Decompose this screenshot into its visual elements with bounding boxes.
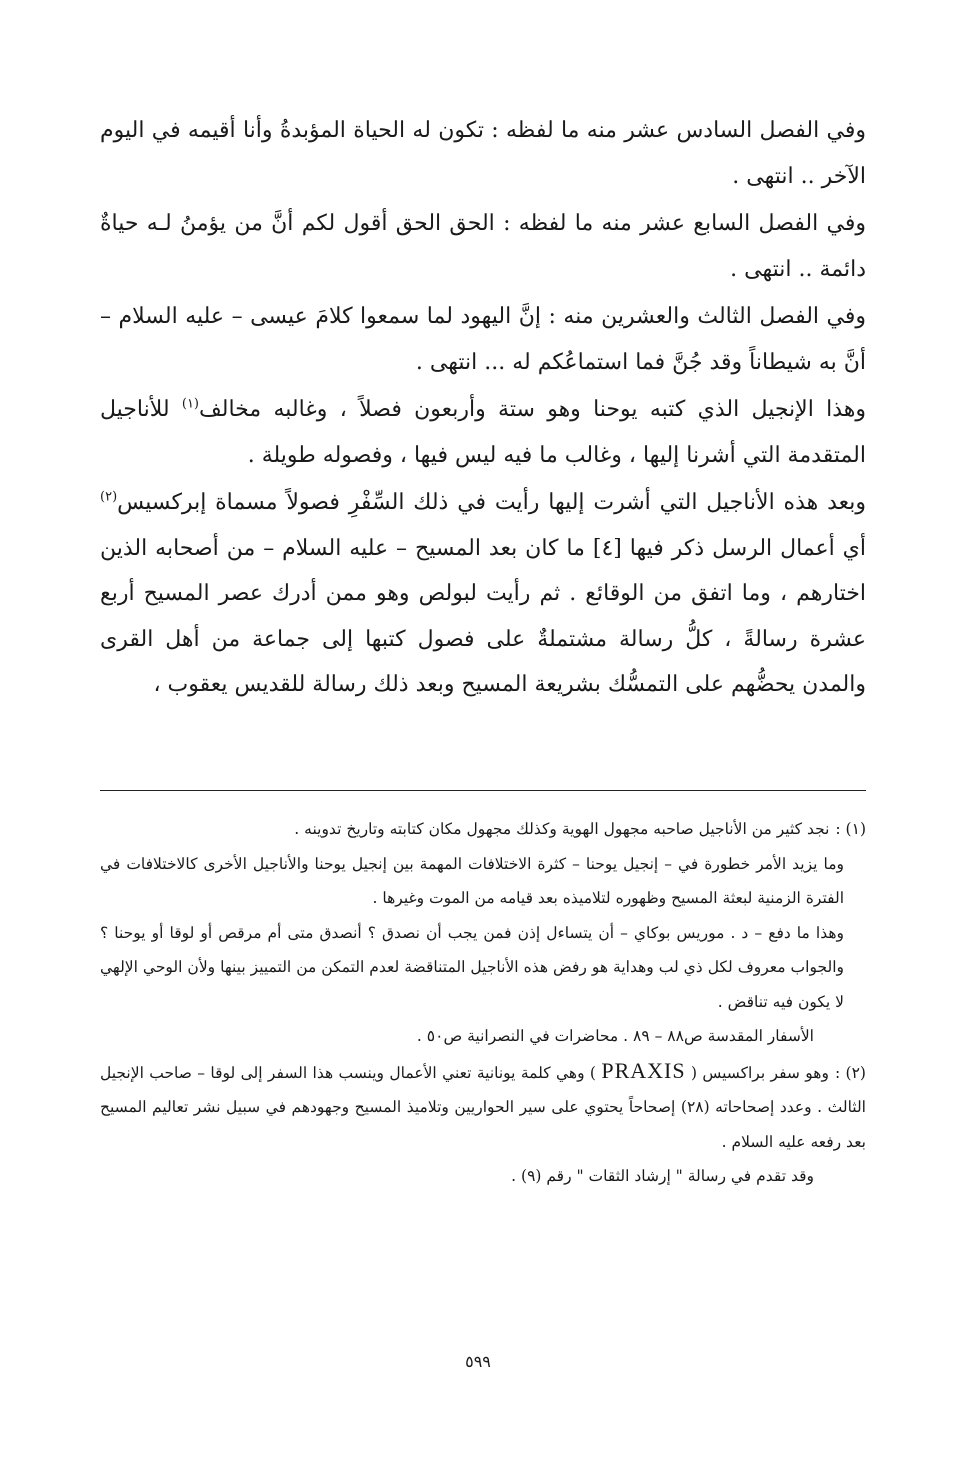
footnotes: [100, 812, 866, 1194]
main-text: [100, 108, 866, 708]
footnote-2-source: وقد تقدم في رسالة " إرشاد الثقات " رقم (٩) .: [511, 1167, 814, 1185]
footnote-1-text: نجد كثير من الأناجيل صاحبه مجهول الهوية وكذلك مجهول مكان كتابته وتاريخ تدوينه .: [294, 820, 830, 838]
footnote-1-paragraph-3: وهذا ما دفع – د . موريس بوكاي – أن يتساءل إذن فمن يجب أن نصدق ؟ أنصدق متى أم مرقص أو لوقا أو يوحنا ؟ والجواب معروف لكل ذي لب وهداية هو رفض هذه الأناجيل المتناقضة لعدم التمكن من التمييز بينها ولأن الوحي الإلهي لا يكون فيه تناقض .: [100, 923, 844, 1011]
paragraph-3: وفي الفصل الثالث والعشرين منه : إنَّ اليهود لما سمعوا كلامَ عيسى – عليه السلام – أنَّ به شيطاناً وقد جُنَّ فما استماعُكم له ... انتهى .: [100, 304, 866, 375]
footnote-1-paragraph-2: وما يزيد الأمر خطورة في – إنجيل يوحنا – كثرة الاختلافات المهمة بين إنجيل يوحنا والأناجيل الأخرى كالاختلافات في الفترة الزمنية لبعثة المسيح وظهوره لتلاميذه بعد قيامه من الموت وغيرها .: [100, 854, 844, 907]
paragraph-2: وفي الفصل السابع عشر منه ما لفظه : الحق الحق أقول لكم أنَّ من يؤمنُ لـه حياةٌ دائمة .. انتهى .: [100, 211, 866, 282]
paragraph-5-text-end: أي أعمال الرسل ذكر فيها [٤] ما كان بعد المسيح – عليه السلام – من أصحابه الذين اختارهم ، وما اتفق من الوقائع . ثم رأيت لبولص وهو ممن أدرك عصر المسيح أربع عشرة رسالةً ، كلُّ رسالة مشتملةٌ على فصول كتبها إلى جماعة من أهل القرى والمدن يحضُّهم على التمسُّك بشريعة المسيح وبعد ذلك رسالة للقديس يعقوب ،: [100, 535, 867, 697]
paragraph-4: [100, 387, 866, 478]
footnote-divider: [100, 790, 866, 791]
paragraph-5: [100, 480, 866, 708]
footnote-1-source: الأسفار المقدسة ص٨٨ – ٨٩ . محاضرات في النصرانية ص٥٠ .: [416, 1027, 814, 1045]
footnote-ref-1: (١): [181, 396, 199, 412]
footnote-2-text-start: وهو سفر براكسيس (: [690, 1063, 829, 1082]
paragraph-4-text-end: للأناجيل المتقدمة التي أشرنا إليها ، وغالب ما فيه ليس فيها ، وفصوله طويلة .: [100, 397, 866, 468]
footnote-1-marker: (١) :: [835, 820, 866, 838]
page-body: [100, 108, 866, 708]
footnote-ref-2: (٢): [100, 489, 118, 505]
paragraph-5-text-start: وبعد هذه الأناجيل التي أشرت إليها رأيت في ذلك السِّفْرِ فصولاً مسماة إبركسيس: [117, 490, 866, 515]
paragraph-4-text-start: وهذا الإنجيل الذي كتبه يوحنا وهو ستة وأربعون فصلاً ، وغالبه مخالف: [199, 397, 866, 422]
page-number: ٥٩٩: [465, 1352, 491, 1371]
footnote-2-text-end: ) وهي كلمة يونانية تعني الأعمال وينسب هذا السفر إلى لوقا – صاحب الإنجيل الثالث . وعدد إصحاحاته (٢٨) إصحاحاً يحتوي على سير الحواريين وتلاميذ المسيح وجهودهم في سبيل نشر تعاليم المسيح بعد رفعه عليه السلام .: [100, 1063, 866, 1151]
paragraph-1: وفي الفصل السادس عشر منه ما لفظه : تكون له الحياة المؤبدةُ وأنا أقيمه في اليوم الآخر .. انتهى .: [100, 118, 866, 189]
footnote-2-latin-term: PRAXIS: [601, 1057, 686, 1083]
footnote-2: [100, 1054, 866, 1160]
footnote-1: [100, 812, 866, 847]
footnote-2-marker: (٢) :: [834, 1063, 866, 1082]
